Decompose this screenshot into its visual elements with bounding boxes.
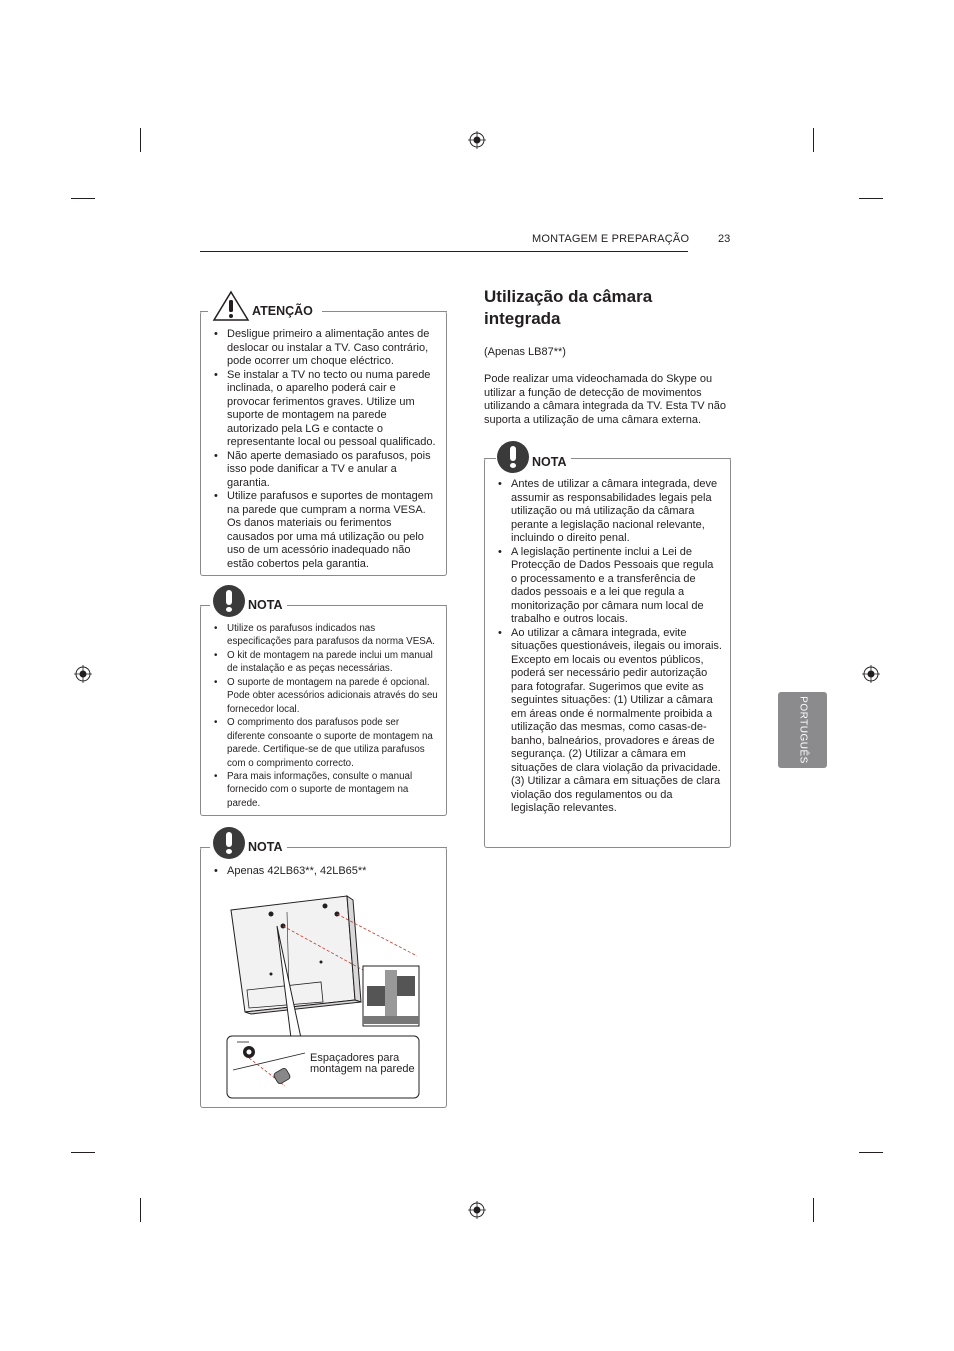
note-label: NOTA — [532, 455, 571, 469]
exclamation-icon — [213, 827, 245, 859]
box-top-line — [200, 605, 210, 606]
spacers-caption: Espaçadores para montagem na parede — [310, 1052, 415, 1075]
box-top-line — [286, 605, 447, 606]
models-note: (Apenas LB87**) — [484, 346, 566, 358]
registration-mark-icon — [468, 131, 486, 149]
registration-mark-icon — [468, 1201, 486, 1219]
list-item: • Desligue primeiro a alimentação antes de deslocar ou instalar a TV. Caso contrário, pode ocorrer um choque eléctrico. — [212, 328, 438, 369]
section-header: MONTAGEM E PREPARAÇÃO — [532, 233, 690, 245]
list-item: • Se instalar a TV no tecto ou numa parede inclinada, o aparelho poderá cair e provocar ferimentos graves. Utilize um suporte de montagem na parede autorizado pela LG e contacte o representante local ou pessoal qualificado. — [212, 369, 438, 450]
warning-triangle-icon — [212, 290, 250, 322]
exclamation-icon — [213, 585, 245, 617]
list-item: • O comprimento dos parafusos pode ser diferente consoante o suporte de montagem na parede. Certifique-se de que utiliza parafusos com o comprimento correcto. — [212, 716, 438, 770]
list-item: • Utilize os parafusos indicados nas especificações para parafusos da norma VESA. — [212, 622, 438, 649]
box-top-line — [322, 311, 447, 312]
header-rule — [200, 251, 688, 252]
crop-mark — [140, 1198, 141, 1222]
note-label: NOTA — [248, 840, 287, 854]
crop-mark — [71, 198, 95, 199]
box-top-line — [200, 847, 210, 848]
note-list — [212, 622, 438, 810]
list-item: • A legislação pertinente inclui a Lei de Protecção de Dados Pessoais que regula o processamento e a transferência de dados pessoais e a lei que regula a monitorização por câmara num local de trabalho e outros locais. — [496, 546, 722, 627]
crop-mark — [859, 1152, 883, 1153]
attention-list — [212, 328, 438, 571]
note-list — [212, 865, 438, 879]
note-list — [496, 478, 722, 816]
list-item: • O kit de montagem na parede inclui um manual de instalação e as peças necessárias. — [212, 649, 438, 676]
list-item: • Ao utilizar a câmara integrada, evite situações questionáveis, ilegais ou imorais. Excepto em locais ou eventos públicos, poderá ser necessário pedir autorização para fotografar. Sugerimos que evite as seguintes situações: (1) Utilizar a câmara em áreas onde é normalmente proibida a utilização das mesmas, como casas-de-banho, balneários, provadores e áreas de segurança. (2) Utilizar a câmara em situações de clara violação da privacidade. (3) Utilizar a câmara em situações de clara violação dos regulamentos ou da legislação relevantes. — [496, 627, 722, 816]
registration-mark-icon — [74, 665, 92, 683]
list-item: • Não aperte demasiado os parafusos, pois isso pode danificar a TV e anular a garantia. — [212, 450, 438, 491]
box-top-line — [286, 847, 447, 848]
list-item: • Utilize parafusos e suportes de montagem na parede que cumpram a norma VESA. Os danos materiais ou ferimentos causados por uma má utilização ou pelo uso de um acessório inadequado não estão cobertos pela garantia. — [212, 490, 438, 571]
page-number: 23 — [718, 233, 731, 245]
section-title: Utilização da câmara integrada — [484, 287, 653, 328]
crop-mark — [71, 1152, 95, 1153]
crop-mark — [813, 128, 814, 152]
list-item: • Apenas 42LB63**, 42LB65** — [212, 865, 438, 879]
list-item: • Antes de utilizar a câmara integrada, deve assumir as responsabilidades legais pela utilização ou má utilização da câmara perante a legislação nacional relevante, incluindo o direito penal. — [496, 478, 722, 546]
camera-intro: Pode realizar uma videochamada do Skype ou utilizar a função de detecção de movimentos utilizando a câmara integrada da TV. Esta TV não suporta a utilização de uma câmara externa. — [484, 373, 726, 426]
exclamation-icon — [497, 441, 529, 473]
box-top-line — [484, 458, 496, 459]
language-tab-label: PORTUGUÊS — [797, 696, 809, 764]
box-top-line — [570, 458, 731, 459]
crop-mark — [140, 128, 141, 152]
note-label: NOTA — [248, 598, 287, 612]
list-item: • O suporte de montagem na parede é opcional. Pode obter acessórios adicionais através do seu fornecedor local. — [212, 676, 438, 716]
attention-label: ATENÇÃO — [252, 304, 317, 318]
registration-mark-icon — [862, 665, 880, 683]
crop-mark — [813, 1198, 814, 1222]
crop-mark — [859, 198, 883, 199]
list-item: • Para mais informações, consulte o manual fornecido com o suporte de montagem na parede. — [212, 770, 438, 810]
box-top-line — [200, 311, 208, 312]
